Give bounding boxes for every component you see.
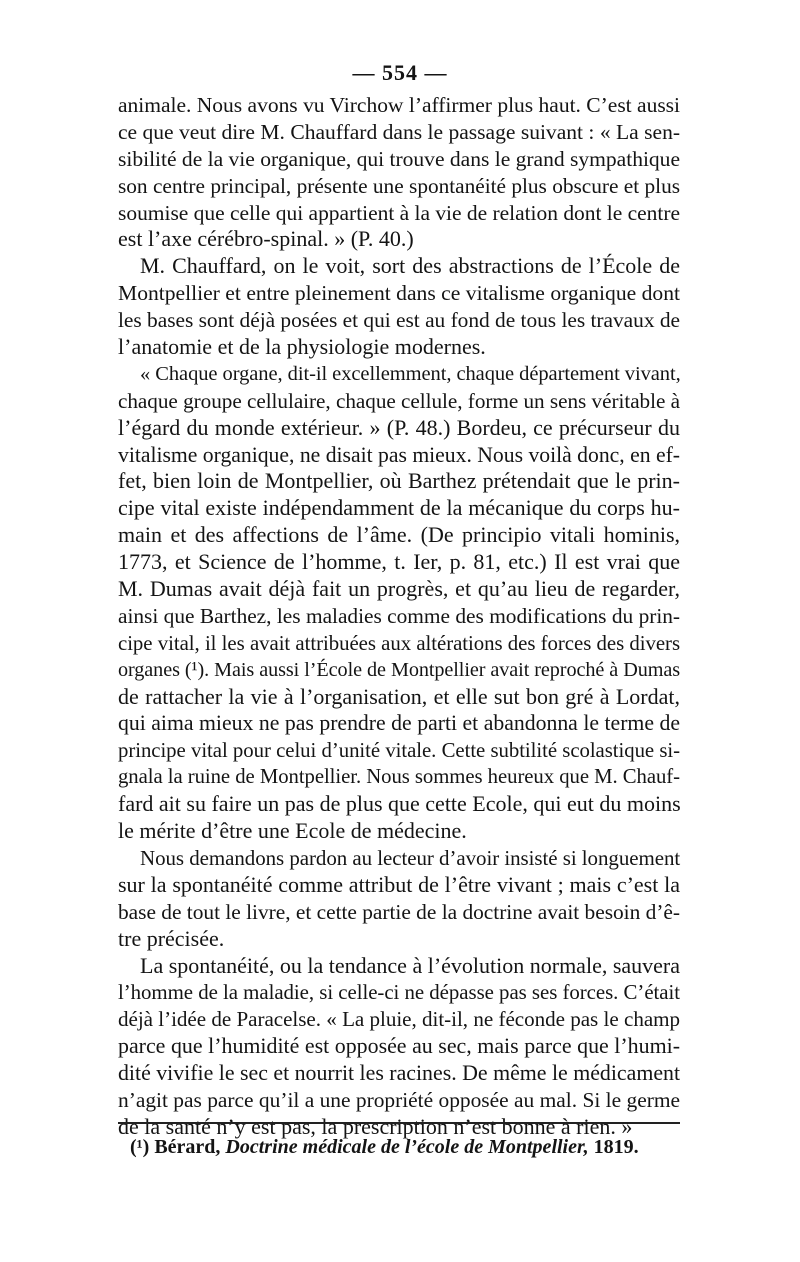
- text-line: l’égard du monde extérieur. » (P. 48.) Bordeu, ce précurseur du: [118, 414, 680, 440]
- text-line: 1773, et Science de l’homme, t. Ier, p. 81, etc.) Il est vrai que: [118, 549, 680, 575]
- text-line: La spontanéité, ou la tendance à l’évolution normale, sauvera: [140, 952, 681, 978]
- text-line: les bases sont déjà posées et qui est au fond de tous les travaux de: [118, 308, 680, 333]
- text-line: M. Dumas avait déjà fait un progrès, et qu’au lieu de regarder,: [118, 576, 680, 602]
- body-text: [118, 92, 680, 1141]
- text-line: dité vivifie le sec et nourrit les racines. De même le médicament: [118, 1061, 681, 1086]
- text-line: tre précisée.: [118, 925, 225, 951]
- text-line: de la santé n’y est pas, la prescription n’est bonne à rien. »: [118, 1113, 633, 1139]
- text-line: parce que l’humidité est opposée au sec, mais parce que l’humi-: [118, 1033, 680, 1059]
- text-line: qui aima mieux ne pas prendre de parti et abandonna le terme de: [118, 711, 680, 736]
- text-line: sur la spontanéité comme attribut de l’être vivant ; mais c’est la: [118, 871, 680, 897]
- text-line: sibilité de la vie organique, qui trouve dans le grand sympathique: [118, 146, 680, 171]
- text-line: gnala la ruine de Montpellier. Nous sommes heureux que M. Chauf-: [118, 766, 680, 789]
- text-line: fet, bien loin de Montpellier, où Barthez prétendait que le prin-: [118, 468, 680, 494]
- page-number: — 554 —: [352, 60, 448, 85]
- text-line: l’homme de la maladie, si celle-ci ne dépasse pas ses forces. C’était: [118, 980, 680, 1005]
- text-line: chaque groupe cellulaire, chaque cellule, forme un sens véritable à: [118, 388, 680, 413]
- text-line: l’anatomie et de la physiologie modernes.: [118, 334, 486, 360]
- text-line: vitalisme organique, ne disait pas mieux. Nous voilà donc, en ef-: [118, 442, 680, 467]
- text-line: ainsi que Barthez, les maladies comme des modifications du prin-: [118, 603, 680, 628]
- text-line: Nous demandons pardon au lecteur d’avoir insisté si longuement: [140, 845, 681, 870]
- text-line: principe vital pour celui d’unité vitale. Cette subtilité scolastique si-: [118, 738, 680, 763]
- text-line: M. Chauffard, on le voit, sort des abstractions de l’École de: [140, 253, 680, 279]
- text-line: soumise que celle qui appartient à la vie de relation dont le centre: [118, 200, 680, 225]
- footnote-divider: [118, 1122, 680, 1124]
- text-line: base de tout le livre, et cette partie de la doctrine avait besoin d’ê-: [118, 899, 680, 924]
- text-line: le mérite d’être une Ecole de médecine.: [118, 818, 467, 844]
- text-line: ce que veut dire M. Chauffard dans le passage suivant : « La sen-: [118, 119, 680, 144]
- text-line: main et des affections de l’âme. (De principio vitali hominis,: [118, 522, 680, 548]
- text-line: cipe vital existe indépendamment de la mécanique du corps hu-: [118, 495, 680, 521]
- text-line: déjà l’idée de Paracelse. « La pluie, dit-il, ne féconde pas le champ: [118, 1007, 680, 1032]
- text-line: Montpellier et entre pleinement dans ce vitalisme organique dont: [118, 281, 680, 306]
- footnote-marker: (¹): [130, 1136, 150, 1158]
- footnote-author: Bérard,: [154, 1136, 221, 1158]
- footnote-title: Doctrine médicale de l’école de Montpellier,: [225, 1136, 589, 1158]
- footnote: [130, 1136, 680, 1159]
- footnote-year: 1819.: [593, 1136, 639, 1158]
- text-line: son centre principal, présente une spontanéité plus obscure et plus: [118, 173, 680, 198]
- text-line: n’agit pas parce qu’il a une propriété opposée au mal. Si le germe: [118, 1087, 680, 1112]
- text-line: de rattacher la vie à l’organisation, et elle sut bon gré à Lordat,: [118, 683, 680, 709]
- text-line: « Chaque organe, dit-il excellemment, chaque département vivant,: [140, 362, 681, 385]
- text-line: cipe vital, il les avait attribuées aux altérations des forces des divers: [118, 630, 680, 655]
- text-line: organes (¹). Mais aussi l’École de Montpellier avait reproché à Dumas: [118, 658, 680, 681]
- text-line: est l’axe cérébro-spinal. » (P. 40.): [118, 226, 414, 252]
- text-line: animale. Nous avons vu Virchow l’affirmer plus haut. C’est aussi: [118, 93, 680, 117]
- text-line: fard ait su faire un pas de plus que cette Ecole, qui eut du moins: [118, 791, 681, 817]
